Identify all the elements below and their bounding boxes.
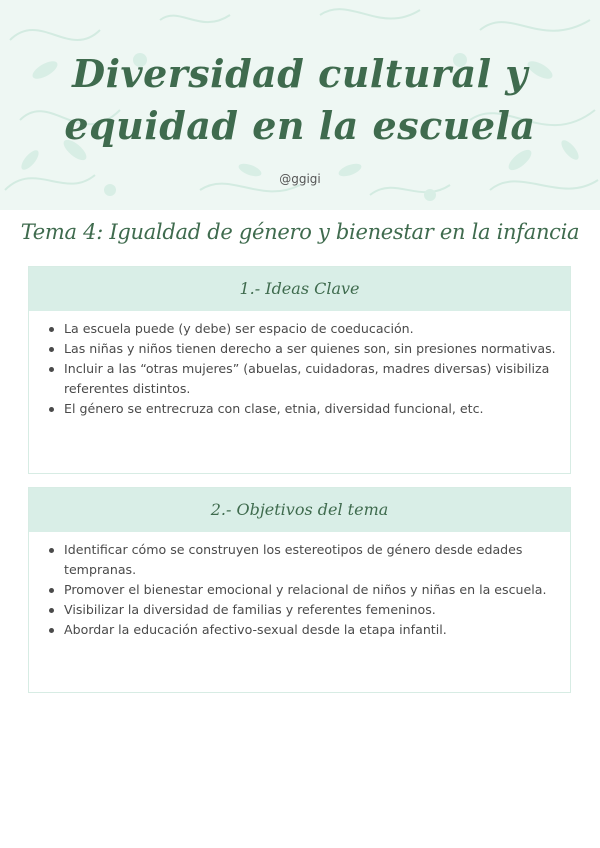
list-item: Promover el bienestar emocional y relacional de niños y niñas en la escuela. [48,580,556,600]
list-item: El género se entrecruza con clase, etnia, diversidad funcional, etc. [48,399,556,419]
bullet-list [29,311,570,419]
section-heading: 2.- Objetivos del tema [29,488,570,532]
list-item: Identificar cómo se construyen los estereotipos de género desde edades tempranas. [48,540,556,580]
page-title-line-2: equidad en la escuela [64,103,536,148]
bullet-list [29,532,570,640]
section-card-ideas-clave [28,266,571,474]
page-title [0,48,600,152]
list-item: Las niñas y niños tienen derecho a ser quienes son, sin presiones normativas. [48,339,556,359]
section-card-objetivos [28,487,571,693]
list-item: Visibilizar la diversidad de familias y referentes femeninos. [48,600,556,620]
topic-title: Tema 4: Igualdad de género y bienestar en la infancia [20,220,580,244]
list-item: La escuela puede (y debe) ser espacio de coeducación. [48,319,556,339]
list-item: Incluir a las “otras mujeres” (abuelas, cuidadoras, madres diversas) visibiliza referentes distintos. [48,359,556,399]
section-heading: 1.- Ideas Clave [29,267,570,311]
page-title-line-1: Diversidad cultural y [72,51,528,96]
header-banner [0,0,600,210]
list-item: Abordar la educación afectivo-sexual desde la etapa infantil. [48,620,556,640]
author-handle: @ggigi [279,172,321,186]
